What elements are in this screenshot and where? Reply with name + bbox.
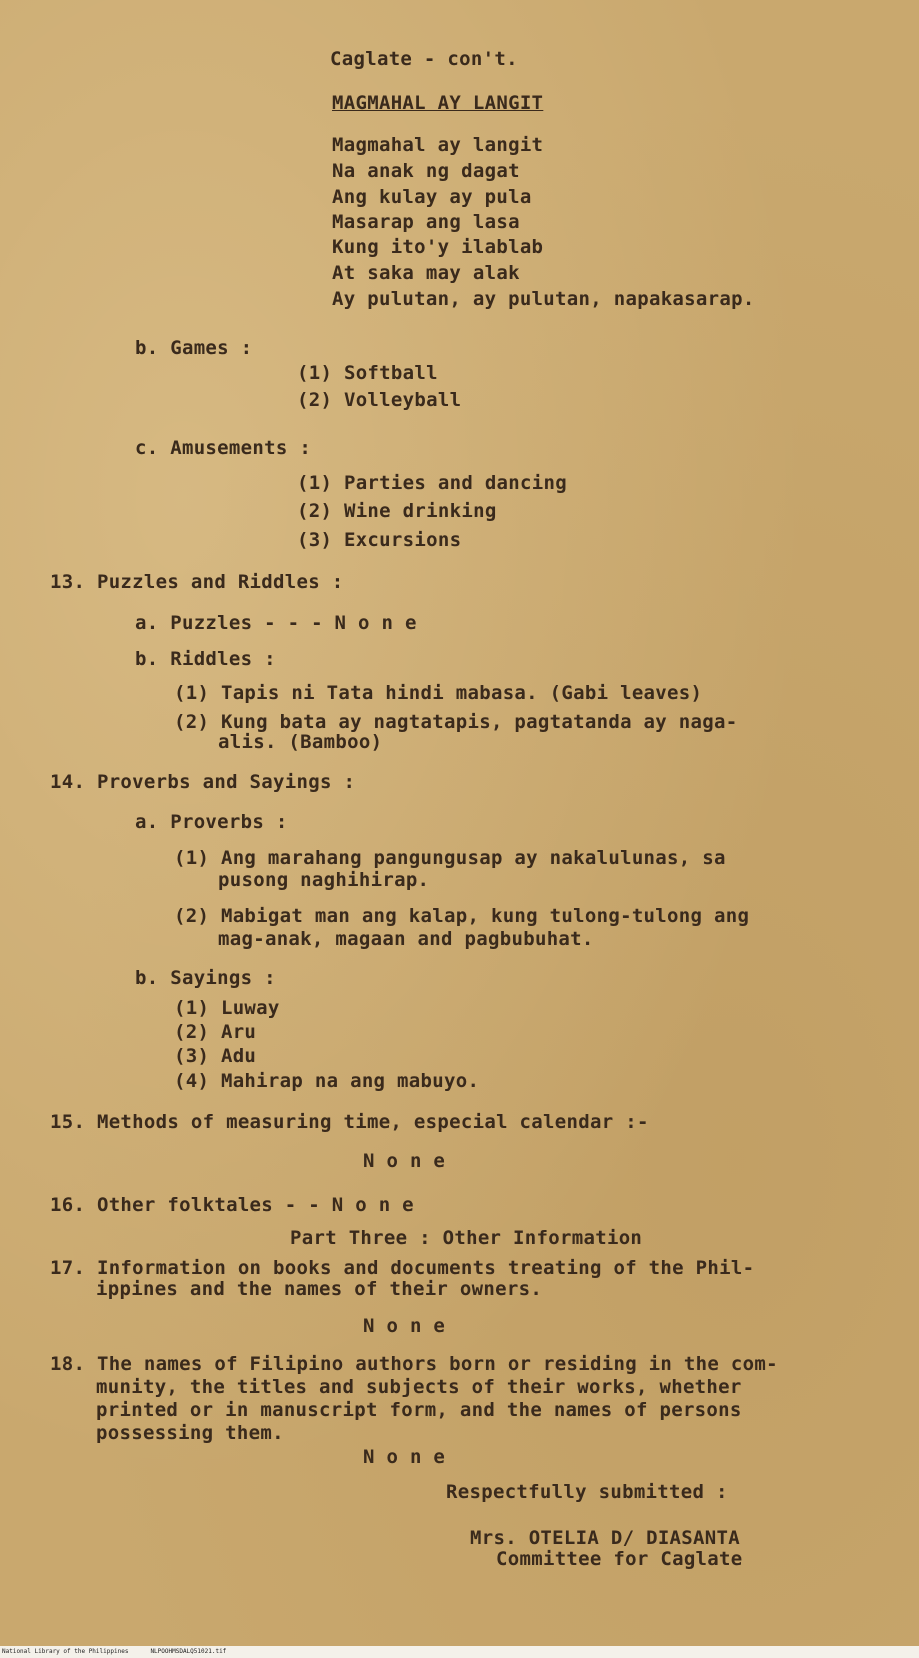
section-17-line: 17. Information on books and documents treating of the Phil- (50, 1257, 755, 1279)
proverb-item-cont: mag-anak, magaan and pagbubuhat. (218, 928, 594, 950)
sayings-heading: b. Sayings : (135, 967, 276, 989)
section-13-heading: 13. Puzzles and Riddles : (50, 571, 344, 593)
games-item: (2) Volleyball (297, 389, 462, 411)
section-17-answer: N o n e (363, 1315, 446, 1337)
proverb-item-cont: pusong naghihirap. (218, 869, 430, 891)
section-16-line: 16. Other folktales - - N o n e (50, 1194, 414, 1216)
proverb-item: (2) Mabigat man ang kalap, kung tulong-tulong ang (174, 905, 750, 927)
riddle-item: (1) Tapis ni Tata hindi mabasa. (Gabi leaves) (174, 682, 703, 704)
footer (2, 1648, 248, 1656)
amusements-heading: c. Amusements : (135, 437, 312, 459)
section-18-line-cont: printed or in manuscript form, and the names of persons (96, 1399, 742, 1421)
author-name: Mrs. OTELIA D/ DIASANTA (470, 1527, 740, 1549)
amusements-item: (1) Parties and dancing (297, 472, 567, 494)
song-line: At saka may alak (332, 262, 520, 284)
games-heading: b. Games : (135, 337, 253, 359)
saying-item: (1) Luway (174, 997, 280, 1019)
song-line: Ay pulutan, ay pulutan, napakasarap. (332, 288, 755, 310)
proverbs-heading: a. Proverbs : (135, 811, 288, 833)
footer-file: NLPOOHMSDALQ51021.tif (150, 1648, 227, 1655)
section-17-line-cont: ippines and the names of their owners. (96, 1278, 543, 1300)
riddle-item-cont: alis. (Bamboo) (218, 731, 383, 753)
section-15-heading: 15. Methods of measuring time, especial calendar :- (50, 1111, 649, 1133)
section-18-line-cont: possessing them. (96, 1422, 284, 1444)
committee-line: Committee for Caglate (496, 1548, 743, 1570)
song-title: MAGMAHAL AY LANGIT (332, 92, 544, 114)
song-line: Magmahal ay langit (332, 134, 544, 156)
song-line: Kung ito'y ilablab (332, 236, 544, 258)
section-15-answer: N o n e (363, 1150, 446, 1172)
section-18-line: 18. The names of Filipino authors born or residing in the com- (50, 1353, 778, 1375)
page-title: Caglate - con't. (330, 48, 518, 70)
riddle-item: (2) Kung bata ay nagtatapis, pagtatanda ay naga- (174, 711, 738, 733)
song-line: Masarap ang lasa (332, 211, 520, 233)
song-line: Na anak ng dagat (332, 160, 520, 182)
submitted-line: Respectfully submitted : (446, 1481, 728, 1503)
section-14-heading: 14. Proverbs and Sayings : (50, 771, 356, 793)
games-item: (1) Softball (297, 362, 438, 384)
proverb-item: (1) Ang marahang pangungusap ay nakalulunas, sa (174, 847, 726, 869)
saying-item: (4) Mahirap na ang mabuyo. (174, 1070, 480, 1092)
song-line: Ang kulay ay pula (332, 186, 532, 208)
saying-item: (3) Adu (174, 1045, 257, 1067)
section-18-answer: N o n e (363, 1446, 446, 1468)
section-18-line-cont: munity, the titles and subjects of their works, whether (96, 1376, 742, 1398)
amusements-item: (2) Wine drinking (297, 500, 497, 522)
part-three-heading: Part Three : Other Information (290, 1227, 643, 1249)
amusements-item: (3) Excursions (297, 529, 462, 551)
saying-item: (2) Aru (174, 1021, 257, 1043)
footer-library: National Library of the Philippines (2, 1648, 129, 1655)
riddles-heading: b. Riddles : (135, 648, 276, 670)
puzzles-line: a. Puzzles - - - N o n e (135, 612, 417, 634)
